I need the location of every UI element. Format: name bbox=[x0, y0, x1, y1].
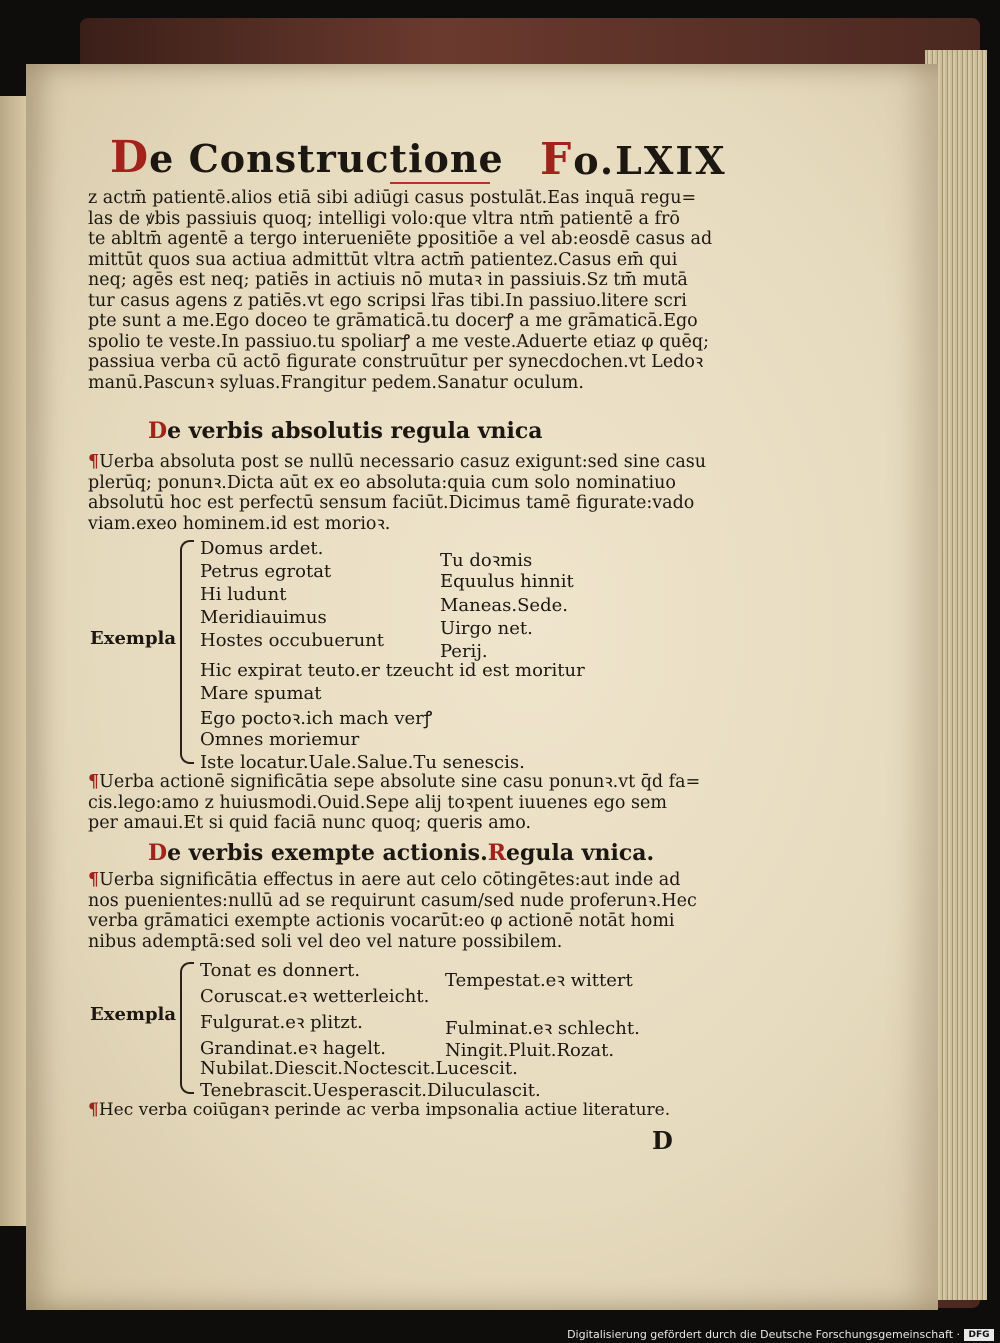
example-item: Hi ludunt bbox=[200, 584, 287, 605]
closing-line bbox=[88, 1100, 740, 1121]
exempla-label-1: Exempla bbox=[90, 628, 177, 649]
text-line bbox=[88, 870, 740, 891]
example-item: Ego poctoꝛ.ich mach verꝭ bbox=[200, 708, 433, 729]
text-span: Uerba absoluta post se nullū necessario casuz exigunt:sed sine casu bbox=[99, 452, 707, 472]
text-line: te abltm̄ agentē a tergo interueniēte ꝑpositiōe a vel ab:eosdē casus ad bbox=[88, 229, 713, 249]
example-item: Ningit.Pluit.Rozat. bbox=[445, 1040, 615, 1061]
example-item: Uirgo net. bbox=[440, 618, 533, 639]
heading-rest: egula vnica. bbox=[506, 840, 655, 866]
paragraph-2 bbox=[88, 452, 740, 534]
text-line bbox=[88, 772, 740, 793]
example-item: Petrus egrotat bbox=[200, 561, 332, 582]
example-item: Maneas.Sede. bbox=[440, 595, 568, 616]
text-span: Uerba significātia effectus in aere aut celo cōtingētes:aut inde ad bbox=[99, 870, 681, 890]
folio-number bbox=[540, 134, 727, 185]
title-end: e bbox=[478, 136, 504, 181]
text-span: Hec verba coiūganꝛ perinde ac verba impsonalia actiue literature. bbox=[98, 1100, 671, 1120]
text-line: per amaui.Et si quid faciā nunc quoq; queris amo. bbox=[88, 813, 532, 833]
text-line: absolutū hoc est perfectū sensum faciūt.Dicimus tamē figurate:vado bbox=[88, 493, 695, 513]
text-line bbox=[88, 452, 740, 473]
text-span: Uerba actionē significātia sepe absolute sine casu ponunꝛ.vt q̄d fa= bbox=[99, 772, 701, 792]
signature-mark: D bbox=[652, 1126, 673, 1155]
text-line: cis.lego:amo z huiusmodi.Ouid.Sepe alij toꝛpent iuuenes ego sem bbox=[88, 792, 667, 813]
example-item: Hic expirat teuto.er tzeucht id est moritur bbox=[200, 660, 585, 681]
text-line: pte sunt a me.Ego doceo te grāmaticā.tu docerꝭ a me grāmaticā.Ego bbox=[88, 311, 698, 331]
heading-rest: e verbis absolutis regula vnica bbox=[167, 418, 543, 444]
example-item: Hostes occubuerunt bbox=[200, 630, 384, 651]
title-rest: e Construction bbox=[149, 136, 479, 181]
heading-initial: R bbox=[487, 840, 507, 866]
heading-absolutis bbox=[148, 418, 543, 444]
brace-1 bbox=[180, 540, 194, 764]
heading-rest: e verbis exempte actionis. bbox=[167, 840, 488, 866]
text-line: spolio te veste.In passiuo.tu spoliarꝭ a me veste.Aduerte etiaz φ quēq; bbox=[88, 331, 709, 352]
example-item: Equulus hinnit bbox=[440, 571, 574, 592]
example-item: Omnes moriemur bbox=[200, 729, 360, 750]
pilcrow-icon: ¶ bbox=[88, 870, 100, 890]
text-line: las de ꝟbis passiuis quoq; intelligi volo:que vltra ntm̄ patientē a frō bbox=[88, 208, 680, 229]
text-line: nos puenientes:nullū ad se requirunt casum/sed nude proferunꝛ.Hec bbox=[88, 890, 697, 911]
paragraph-3 bbox=[88, 772, 740, 834]
example-item: Grandinat.eꝛ hagelt. bbox=[200, 1038, 386, 1059]
text-line: z actm̄ patientē.alios etiā sibi adiūgi casus postulāt.Eas inquā regu= bbox=[88, 188, 697, 208]
heading-initial: D bbox=[148, 418, 168, 444]
dfg-logo: DFG bbox=[964, 1329, 994, 1341]
text-line: verba grāmatici exempte actionis vocarūt:eo φ actionē notāt homi bbox=[88, 911, 675, 931]
example-item: Iste locatur.Uale.Salue.Tu senescis. bbox=[200, 752, 525, 773]
brace-2 bbox=[180, 962, 194, 1094]
example-item: Tonat es donnert. bbox=[200, 960, 361, 981]
heading-exempte bbox=[148, 840, 654, 866]
example-item: Mare spumat bbox=[200, 683, 322, 704]
footer-credit: Digitalisierung gefördert durch die Deutsche Forschungsgemeinschaft · bbox=[567, 1328, 960, 1341]
paragraph-1 bbox=[88, 188, 740, 393]
example-item: Tempestat.eꝛ wittert bbox=[445, 970, 633, 991]
paragraph-4 bbox=[88, 870, 740, 952]
example-item: Coruscat.eꝛ wetterleicht. bbox=[200, 986, 430, 1007]
example-item: Tu doꝛmis bbox=[440, 550, 533, 571]
text-line: passiua verba cū actō figurate construūtur per synecdochen.vt Ledoꝛ bbox=[88, 352, 704, 372]
text-line: tur casus agens z patiēs.vt ego scripsi lr̄as tibi.In passiuo.litere scri bbox=[88, 290, 687, 311]
example-item: Fulminat.eꝛ schlecht. bbox=[445, 1018, 640, 1039]
folio-initial: F bbox=[540, 134, 574, 185]
pilcrow-icon: ¶ bbox=[88, 772, 100, 792]
title-initial: D bbox=[110, 132, 150, 183]
pilcrow-icon: ¶ bbox=[88, 452, 100, 472]
text-line: viam.exeo hominem.id est morioꝛ. bbox=[88, 513, 391, 534]
example-item: Nubilat.Diescit.Noctescit.Lucescit. bbox=[200, 1058, 518, 1079]
text-line: mittūt quos sua actiua admittūt vltra actm̄ patientez.Casus em̄ qui bbox=[88, 249, 678, 270]
title-underline bbox=[390, 182, 490, 184]
pilcrow-icon: ¶ bbox=[88, 1100, 99, 1120]
example-item: Domus ardet. bbox=[200, 538, 324, 559]
example-item: Meridiauimus bbox=[200, 607, 327, 628]
example-item: Tenebrascit.Uesperascit.Diluculascit. bbox=[200, 1080, 541, 1101]
heading-initial: D bbox=[148, 840, 168, 866]
folio-rest: o.LXIX bbox=[573, 138, 727, 183]
text-line: manū.Pascunꝛ syluas.Frangitur pedem.Sanatur oculum. bbox=[88, 372, 584, 393]
text-line: neq; agēs est neq; patiēs in actiuis nō mutaꝛ in passiuis.Sz tm̄ mutā bbox=[88, 270, 688, 290]
text-line: nibus ademptā:sed soli vel deo vel nature possibilem. bbox=[88, 931, 563, 952]
example-item: Perij. bbox=[440, 641, 488, 662]
example-item: Fulgurat.eꝛ plitzt. bbox=[200, 1012, 363, 1033]
text-line: plerūq; ponunꝛ.Dicta aūt ex eo absoluta:quia cum solo nominatiuo bbox=[88, 472, 676, 493]
exempla-label-2: Exempla bbox=[90, 1004, 177, 1025]
running-title bbox=[110, 132, 504, 183]
